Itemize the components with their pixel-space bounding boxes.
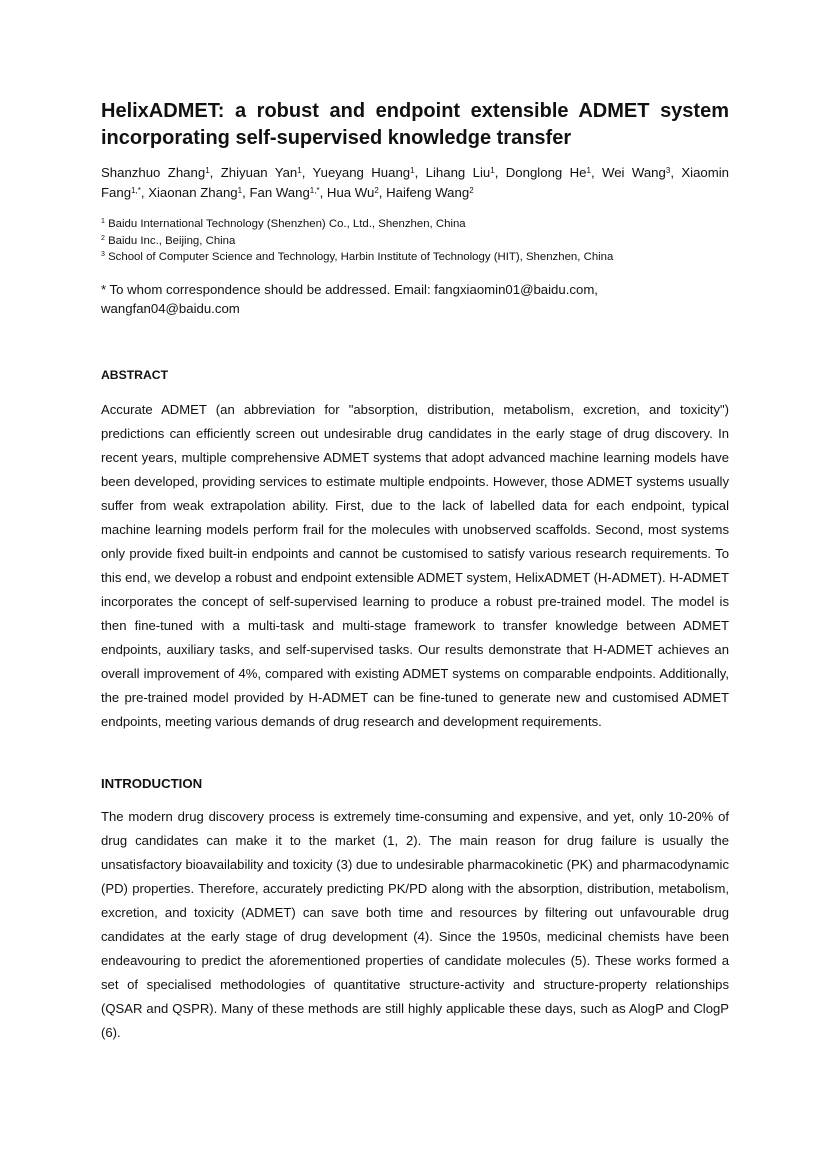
affiliation: $^3$ School of Computer Science and Technology, Harbin Institute of Technology (HIT), Shenzhen, China [101,251,614,263]
author-list [101,163,729,203]
correspondence-note: * To whom correspondence should be addressed. Email: fangxiaomin01@baidu.com, wangfan04@baidu.com [101,282,598,316]
abstract-heading: ABSTRACT [101,368,169,382]
author: Fan Wang$^{1,*}$, [249,185,327,200]
abstract-text: Accurate ADMET (an abbreviation for "absorption, distribution, metabolism, excretion, and toxicity") predictions can efficiently screen out undesirable drug candidates in the early stage of drug discovery. In recent years, multiple comprehensive ADMET systems that adopt advanced machine learning models have been developed, providing services to estimate multiple endpoints. However, those ADMET systems usually suffer from weak extrapolation ability. First, due to the lack of labelled data for each endpoint, typical machine learning models perform frail for the molecules with unobserved scaffolds. Second, most systems only provide fixed built-in endpoints and cannot be customised to satisfy various research requirements. To this end, we develop a robust and endpoint extensible ADMET system, HelixADMET (H-ADMET). H-ADMET incorporates the concept of self-supervised learning to produce a robust pre-trained model. The model is then fine-tuned with a multi-task and multi-stage framework to transfer knowledge between ADMET endpoints, auxiliary tasks, and self-supervised tasks. Our results demonstrate that H-ADMET achieves an overall improvement of 4%, compared with existing ADMET systems on comparable endpoints. Additionally, the pre-trained model provided by H-ADMET can be fine-tuned to generate new and customised ADMET endpoints, meeting various demands of drug research and development requirements. [101,402,729,729]
author: Shanzhuo Zhang$^1$, [101,165,221,180]
author: Hua Wu$^2$, [326,185,387,200]
affiliation: $^1$ Baidu International Technology (Shenzhen) Co., Ltd., Shenzhen, China [101,218,466,230]
author: Xiaomin Fang$^{1,*}$, [101,165,730,200]
author: Xiaonan Zhang$^1$, [148,185,250,200]
author: Donglong He$^1$, [505,165,603,180]
author: Lihang Liu$^1$, [425,165,506,180]
introduction-text: The modern drug discovery process is extremely time-consuming and expensive, and yet, only 10-20% of drug candidates can make it to the market (1, 2). The main reason for drug failure is usually the unsatisfactory bioavailability and toxicity (3) due to undesirable pharmacokinetic (PK) and pharmacodynamic (PD) properties. Therefore, accurately predicting PK/PD along with the absorption, distribution, metabolism, excretion, and toxicity (ADMET) can save both time and resources by filtering out unfavourable drug candidates at the early stage of drug development (4). Since the 1950s, medicinal chemists have been endeavouring to predict the aforementioned properties of candidate molecules (5). These works formed a set of specialised methodologies of quantitative structure-activity and structure-property relationships (QSAR and QSPR). Many of these methods are still highly applicable these days, such as AlogP and ClogP (6). [101,809,729,1040]
paper-title: HelixADMET: a robust and endpoint extensible ADMET system incorporating self-supervised knowledge transfer [101,100,729,149]
author: Yueyang Huang$^1$, [312,165,426,180]
introduction-heading: INTRODUCTION [101,776,203,791]
affiliation: $^2$ Baidu Inc., Beijing, China [101,234,236,247]
author: Wei Wang$^3$, [602,165,682,180]
author: Haifeng Wang$^2$ [386,185,474,200]
author: Zhiyuan Yan$^1$, [220,165,313,180]
affiliation-list [101,216,729,266]
